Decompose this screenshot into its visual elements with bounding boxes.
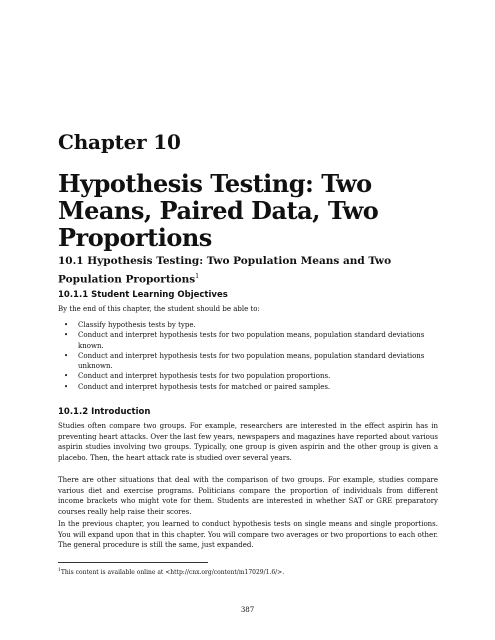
section-heading-text: 10.1 Hypothesis Testing: Two Population Means and Two Population Proportions	[58, 255, 392, 286]
footnote-marker: 1	[195, 273, 200, 280]
footnote-divider	[58, 562, 208, 563]
footnote-number: 1	[58, 568, 61, 573]
list-item-text: Conduct and interpret hypothesis tests for two population means, population standard deviations known.	[78, 331, 425, 350]
list-item-text: Classify hypothesis tests by type.	[78, 321, 196, 329]
introduction-paragraph-1: Studies often compare two groups. For example, researchers are interested in the effect aspirin has in preventing heart attacks. Over the last few years, newspapers and magazines have reported about various aspirin studies involving two groups. Typically, one group is given aspirin and the other group is given a placebo. Then, the heart attack rate is studied over several years.	[58, 422, 438, 462]
chapter-title: Hypothesis Testing: Two Means, Paired Data, Two Proportions	[58, 169, 379, 252]
list-item	[58, 382, 438, 392]
bullet-icon: •	[64, 372, 69, 381]
page-number: 387	[240, 606, 255, 614]
footnote	[58, 567, 438, 577]
bullet-icon: •	[64, 351, 69, 360]
list-item-text: Conduct and interpret hypothesis tests for two population means, population standard deviations unknown.	[78, 351, 425, 371]
list-item-text: Conduct and interpret hypothesis tests for matched or paired samples.	[78, 382, 331, 391]
introduction-heading: 10.1.2 Introduction	[58, 407, 151, 417]
footnote-text: This content is available online at <http://cnx.org/content/m17029/1.6/>.	[60, 569, 285, 576]
introduction-paragraph-3: In the previous chapter, you learned to conduct hypothesis tests on single means and single proportions. You will expand upon that in this chapter. You will compare two averages or two proportions to each other. The general procedure is still the same, just expanded.	[58, 520, 438, 549]
chapter-label: Chapter 10	[58, 130, 181, 154]
objectives-intro: By the end of this chapter, the student should be able to:	[58, 305, 260, 313]
objectives-heading: 10.1.1 Student Learning Objectives	[58, 290, 228, 300]
bullet-icon: •	[64, 321, 69, 329]
list-item	[58, 320, 438, 330]
section-heading	[58, 254, 438, 288]
introduction-paragraph-2: There are other situations that deal with the comparison of two groups. For example, studies compare various diet and exercise programs. Politicians compare the proportion of individuals from different income brackets who might vote for them. Students are interested in whether SAT or GRE preparatory courses really help raise their scores.	[58, 476, 438, 516]
list-item	[58, 330, 438, 351]
list-item	[58, 371, 438, 381]
list-item	[58, 351, 438, 372]
bullet-icon: •	[64, 382, 69, 391]
list-item-text: Conduct and interpret hypothesis tests for two population proportions.	[78, 372, 331, 381]
bullet-icon: •	[64, 331, 69, 340]
objectives-list	[58, 320, 438, 392]
